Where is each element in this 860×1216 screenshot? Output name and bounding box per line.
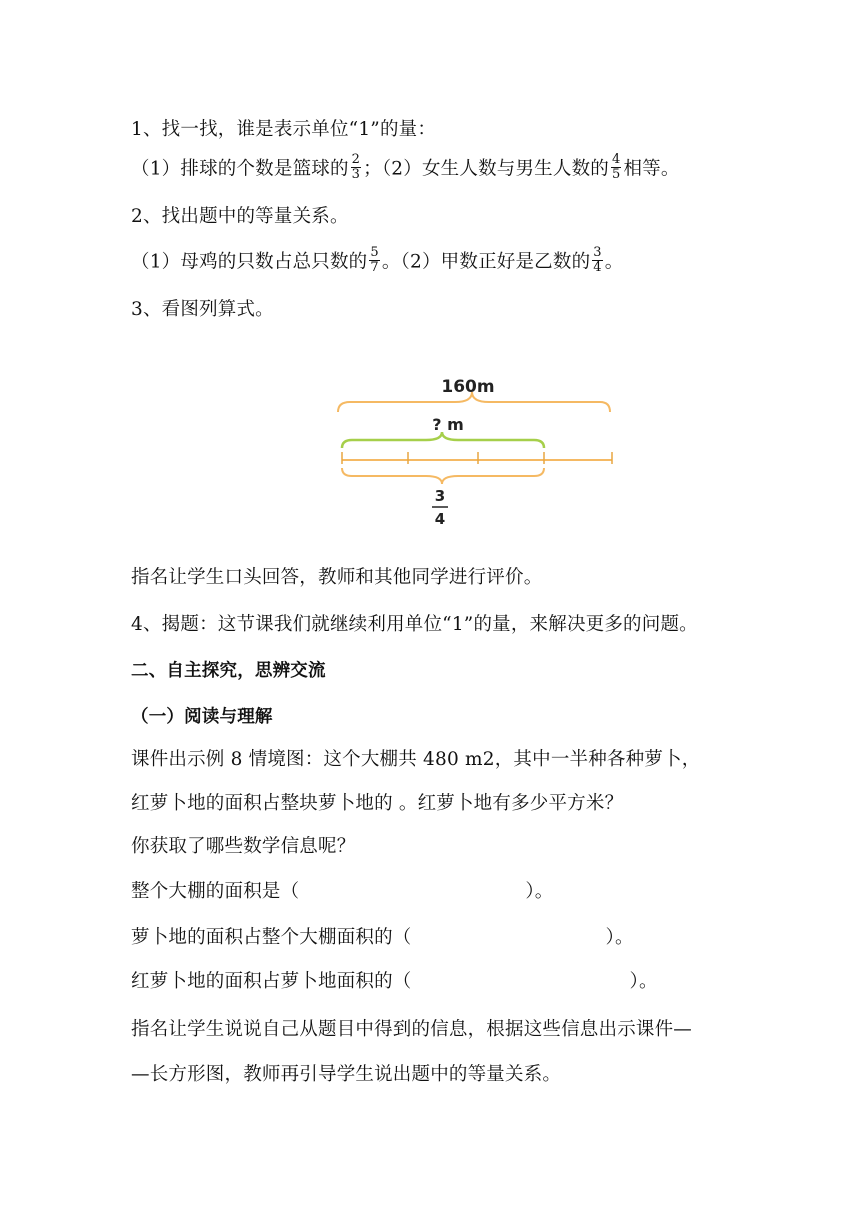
section-heading: 二、自主探究，思辨交流	[131, 661, 326, 681]
fraction-numerator: 5	[370, 245, 379, 260]
item-text: 相等。	[623, 158, 680, 180]
fraction-denominator: 4	[593, 260, 602, 275]
line-segment-diagram	[330, 364, 620, 534]
section-2-title: 2、找出题中的等量关系。	[131, 206, 349, 227]
paragraph: 4、揭题：这节课我们就继续利用单位“1”的量，来解决更多的问题。	[131, 614, 698, 635]
question-text: 整个大棚的面积是（	[131, 881, 300, 902]
paragraph: 红萝卜地的面积占整块萝卜地的 。红萝卜地有多少平方米？	[131, 793, 624, 814]
fraction-denominator: 3	[351, 167, 361, 182]
fraction-denominator: 4	[434, 510, 446, 528]
section-2-items	[131, 245, 624, 277]
section-1-title: 1、找一找，谁是表示单位“1”的量：	[131, 119, 437, 140]
section-3-title: 3、看图列算式。	[131, 299, 274, 320]
question-line	[131, 926, 634, 950]
fraction	[611, 153, 621, 182]
paragraph: 课件出示例 8 情境图：这个大棚共 480 m2，其中一半种各种萝卜，	[131, 749, 701, 770]
question-text: ）。	[629, 971, 658, 992]
fraction-numerator: 3	[434, 487, 446, 505]
item-text: ；（2）女生人数与男生人数的	[363, 158, 609, 180]
fraction-denominator: 5	[611, 167, 621, 182]
item-text: 。	[604, 251, 624, 273]
unknown-length-label: ? m	[432, 415, 464, 434]
question-line	[131, 970, 658, 994]
part-brace	[342, 432, 544, 448]
fraction-numerator: 3	[593, 245, 602, 260]
question-text: ）。	[525, 881, 554, 902]
item-text: 。（2）甲数正好是乙数的	[381, 251, 591, 273]
fraction-denominator: 7	[370, 260, 379, 275]
question-text: ）。	[605, 927, 634, 948]
paragraph: 指名让学生口头回答，教师和其他同学进行评价。	[131, 567, 543, 588]
item-text: （1）排球的个数是篮球的	[131, 158, 349, 180]
section-1-items	[131, 152, 680, 184]
fraction	[351, 153, 361, 182]
fraction-numerator: 2	[351, 152, 361, 167]
fraction-numerator: 4	[611, 152, 621, 167]
paragraph: 你获取了哪些数学信息呢？	[131, 836, 356, 857]
fraction	[592, 246, 602, 275]
fraction-brace	[342, 468, 544, 484]
question-text: 萝卜地的面积占整个大棚面积的（	[131, 927, 412, 948]
paragraph: 指名让学生说说自己从题目中得到的信息，根据这些信息出示课件—	[131, 1019, 693, 1040]
subsection-heading: （一）阅读与理解	[131, 707, 273, 727]
question-text: 红萝卜地的面积占萝卜地面积的（	[131, 971, 412, 992]
total-length-label: 160m	[441, 377, 495, 397]
paragraph: —长方形图，教师再引导学生说出题中的等量关系。	[131, 1064, 562, 1085]
question-line	[131, 880, 553, 904]
fraction	[369, 246, 379, 275]
item-text: （1）母鸡的只数占总只数的	[131, 251, 368, 273]
